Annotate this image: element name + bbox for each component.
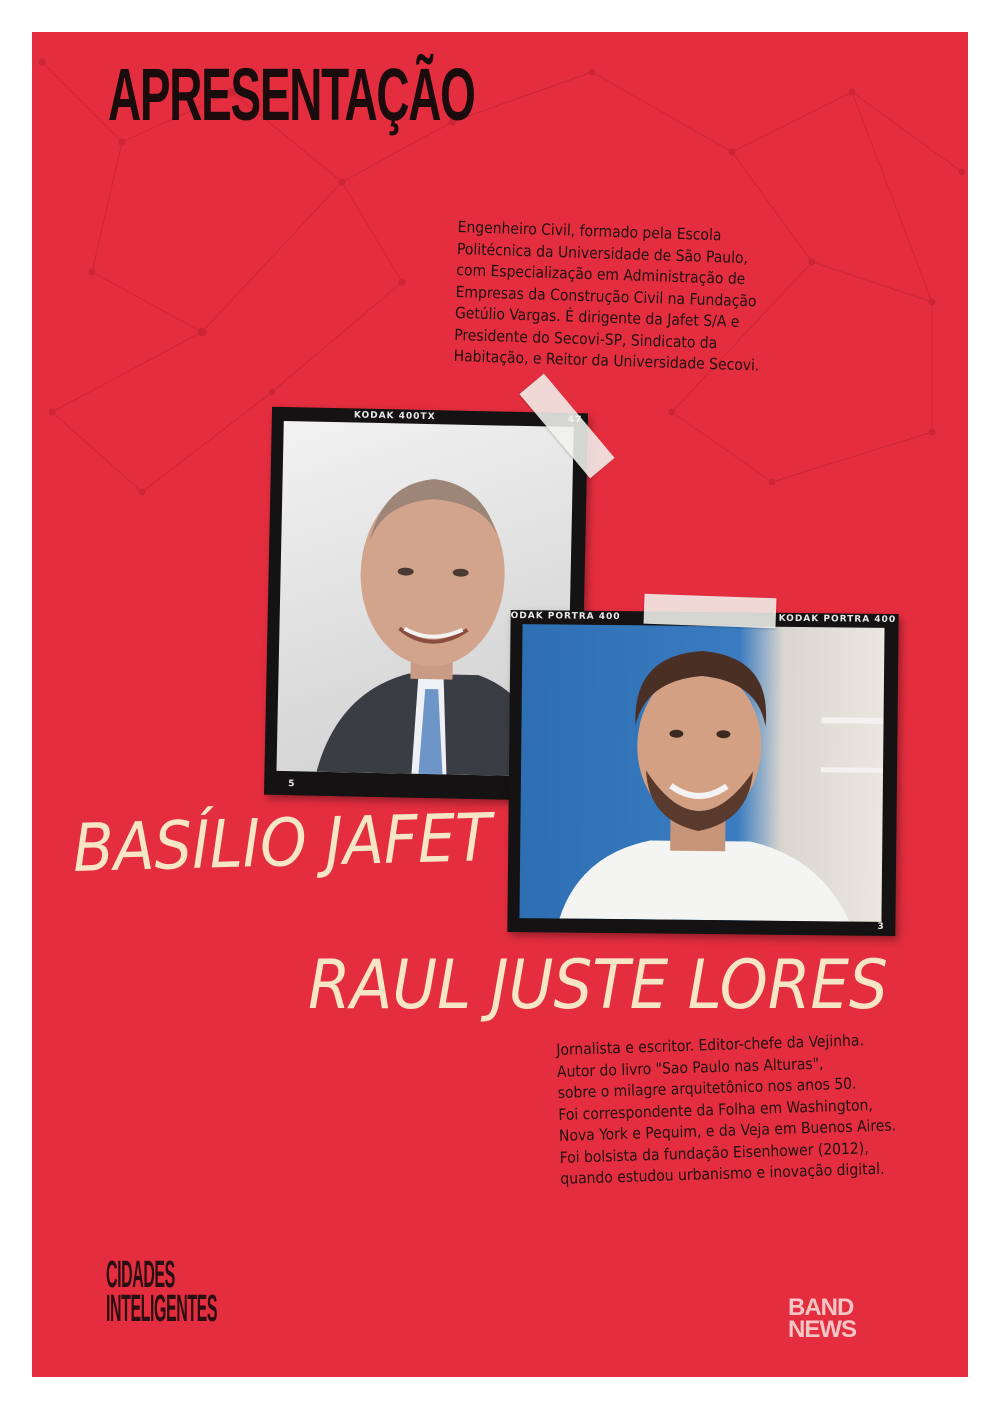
- logo-line: NEWS: [788, 1316, 856, 1343]
- cidades-inteligentes-logo: [106, 1254, 218, 1330]
- poster-page: [32, 32, 968, 1377]
- tape-strip: [644, 594, 777, 629]
- raul-photo: [519, 624, 884, 922]
- portrait-illustration: [519, 624, 884, 922]
- raul-photo-frame: [507, 610, 898, 936]
- film-label: ODAK PORTRA 400: [510, 610, 621, 623]
- logo-line: CIDADES: [106, 1254, 175, 1296]
- raul-name: RAUL JUSTE LORES: [308, 946, 888, 1025]
- logo-line: BAND: [788, 1294, 854, 1321]
- bandnews-logo: [788, 1294, 856, 1343]
- film-label: KODAK PORTRA 400: [778, 613, 897, 626]
- page-title: APRESENTAÇÃO: [108, 53, 475, 136]
- logo-line: INTELIGENTES: [106, 1288, 218, 1330]
- basilio-bio: Engenheiro Civil, formado pela Escola Politécnica da Universidade de São Paulo, com Especialização em Administração de Empresas da Construção Civil na Fundação Getúlio Vargas. É dirigente da Jafet S/A e Presidente do Secovi-SP, Sindicato da Habitação, e Reitor da Universidade Secovi.: [453, 217, 760, 375]
- raul-bio: Jornalista e escritor. Editor-chefe da Vejinha. Autor do livro "Sao Paulo nas Alturas", sobre o milagre arquitetônico nos anos 50. Foi correspondente da Folha em Washington, Nova York e Pequim, e da Veja em Buenos Aires. Foi bolsista da fundação Eisenhower (2012), quando estudou urbanismo e inovação digital.: [556, 1031, 897, 1188]
- film-number: 3: [877, 921, 885, 932]
- film-label: KODAK 400TX: [353, 410, 436, 423]
- basilio-name: BASÍLIO JAFET: [72, 799, 493, 887]
- film-number: 5: [288, 779, 296, 790]
